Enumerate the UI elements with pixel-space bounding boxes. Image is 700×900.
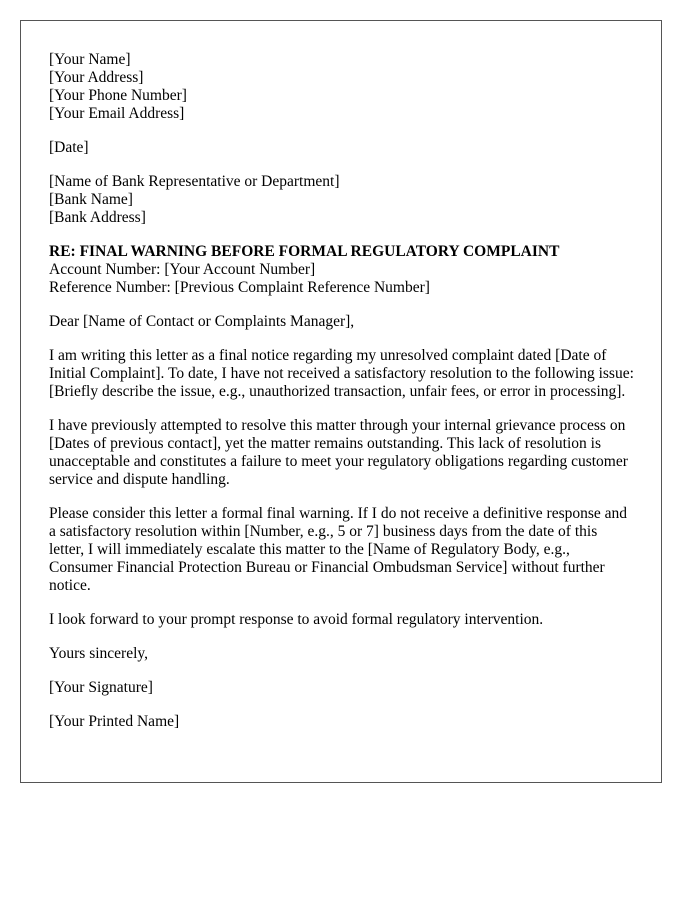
printed-name: [Your Printed Name] — [49, 713, 180, 730]
salutation-text: Dear [Name of Contact or Complaints Manager], — [49, 313, 355, 330]
sender-email: [Your Email Address] — [49, 105, 185, 122]
recipient-representative: [Name of Bank Representative or Department] — [49, 173, 340, 190]
body-paragraph-3: Please consider this letter a formal final warning. If I do not receive a definitive response and a satisfactory resolution within [Number, e.g., 5 or 7] business days from the date of this letter, I will immediately escalate this matter to the [Name of Regulatory Body, e.g., Consumer Financial Protection Bureau or Financial Ombudsman Service] without further notice. — [49, 505, 628, 594]
sender-block — [49, 51, 633, 123]
reference-number: Reference Number: [Previous Complaint Reference Number] — [49, 279, 430, 296]
sender-address: [Your Address] — [49, 69, 144, 86]
account-number: Account Number: [Your Account Number] — [49, 261, 316, 278]
signature-placeholder: [Your Signature] — [49, 679, 153, 696]
subject-title: RE: FINAL WARNING BEFORE FORMAL REGULATORY COMPLAINT — [49, 243, 560, 260]
sender-name: [Your Name] — [49, 51, 131, 68]
recipient-block — [49, 173, 633, 227]
signature-block — [49, 679, 633, 697]
salutation — [49, 313, 633, 331]
valediction-text: Yours sincerely, — [49, 645, 149, 662]
closing-valediction — [49, 645, 633, 663]
body-paragraph-1: I am writing this letter as a final notice regarding my unresolved complaint dated [Date of Initial Complaint]. To date, I have not received a satisfactory resolution to the following issue: [Briefly describe the issue, e.g., unauthorized transaction, unfair fees, or error in processing]. — [49, 347, 634, 400]
body-paragraph-4: I look forward to your prompt response to avoid formal regulatory intervention. — [49, 611, 544, 628]
body-paragraph-2: I have previously attempted to resolve this matter through your internal grievance process on [Dates of previous contact], yet the matter remains outstanding. This lack of resolution is unacceptable and constitutes a failure to meet your regulatory obligations regarding customer service and dispute handling. — [49, 417, 628, 488]
recipient-bank-address: [Bank Address] — [49, 209, 146, 226]
printed-name-block — [49, 713, 633, 731]
recipient-bank-name: [Bank Name] — [49, 191, 133, 208]
letter-page — [20, 20, 662, 783]
letter-date: [Date] — [49, 139, 89, 156]
sender-phone: [Your Phone Number] — [49, 87, 187, 104]
subject-block — [49, 243, 633, 297]
date-block — [49, 139, 633, 157]
